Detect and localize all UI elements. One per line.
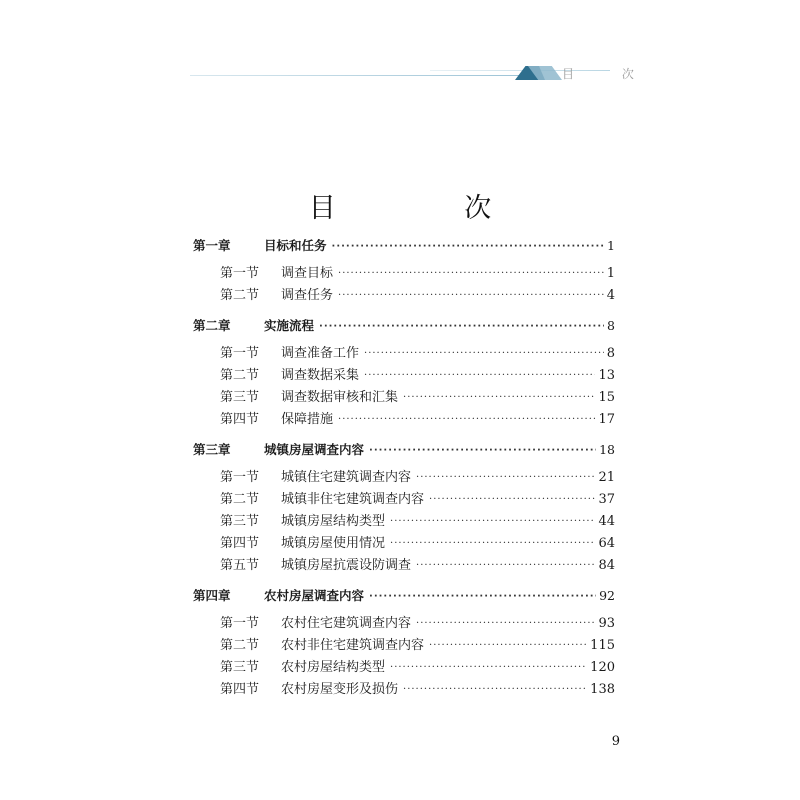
dot-leader (416, 467, 595, 489)
section-label: 第四节 (220, 536, 260, 551)
section-title: 城镇房屋使用情况 (281, 536, 386, 551)
dot-leader (429, 635, 587, 657)
table-of-contents (193, 235, 615, 701)
section-label: 第三节 (220, 660, 260, 675)
chapter-page-number: 92 (599, 588, 615, 603)
toc-section-entry[interactable] (193, 657, 615, 679)
section-label: 第四节 (220, 682, 260, 697)
toc-section-entry[interactable] (193, 365, 615, 387)
dot-leader (338, 409, 595, 431)
section-title: 调查数据采集 (281, 368, 360, 383)
section-page-number: 4 (606, 288, 615, 303)
section-title: 农村房屋结构类型 (281, 660, 386, 675)
chapter-label: 第二章 (193, 318, 231, 333)
toc-chapter-entry[interactable] (193, 235, 615, 257)
section-title: 保障措施 (281, 412, 334, 427)
section-page-number: 44 (598, 514, 615, 529)
section-page-number: 1 (606, 266, 615, 281)
chapter-title: 实施流程 (264, 318, 315, 333)
dot-leader (390, 511, 595, 533)
chapter-page-number: 18 (599, 442, 615, 457)
toc-section-entry[interactable] (193, 285, 615, 307)
section-page-number: 64 (598, 536, 615, 551)
running-header (190, 62, 656, 86)
dot-leader (319, 316, 604, 338)
dot-leader (364, 343, 604, 365)
section-label: 第一节 (220, 346, 260, 361)
section-title: 城镇房屋抗震设防调查 (281, 558, 412, 573)
toc-chapter-entry[interactable] (193, 439, 615, 461)
toc-section-entry[interactable] (193, 467, 615, 489)
section-label: 第一节 (220, 266, 260, 281)
dot-leader (390, 533, 595, 555)
toc-section-entry[interactable] (193, 613, 615, 635)
chapter-label: 第一章 (193, 238, 231, 253)
section-page-number: 13 (598, 368, 615, 383)
dot-leader (338, 285, 604, 307)
toc-section-entry[interactable] (193, 533, 615, 555)
toc-section-entry[interactable] (193, 263, 615, 285)
page-title: 目 次 (308, 193, 552, 225)
dot-leader (416, 555, 595, 577)
section-title: 城镇住宅建筑调查内容 (281, 470, 412, 485)
section-label: 第三节 (220, 390, 260, 405)
dot-leader (338, 263, 604, 285)
section-page-number: 115 (590, 638, 615, 653)
section-label: 第一节 (220, 470, 260, 485)
section-page-number: 93 (598, 616, 615, 631)
section-title: 调查准备工作 (281, 346, 360, 361)
chapter-page-number: 8 (607, 318, 615, 333)
section-label: 第二节 (220, 492, 260, 507)
chapter-label: 第三章 (193, 442, 231, 457)
section-label: 第二节 (220, 638, 260, 653)
section-title: 农村房屋变形及损伤 (281, 682, 399, 697)
section-title: 农村住宅建筑调查内容 (281, 616, 412, 631)
section-label: 第四节 (220, 412, 260, 427)
dot-leader (369, 440, 596, 462)
section-title: 农村非住宅建筑调查内容 (281, 638, 425, 653)
section-title: 调查任务 (281, 288, 334, 303)
dot-leader (332, 236, 604, 258)
section-title: 调查目标 (281, 266, 334, 281)
section-label: 第一节 (220, 616, 260, 631)
section-label: 第二节 (220, 368, 260, 383)
chapter-label: 第四章 (193, 588, 231, 603)
dot-leader (403, 387, 595, 409)
dot-leader (429, 489, 595, 511)
toc-chapter-entry[interactable] (193, 585, 615, 607)
dot-leader (403, 679, 587, 701)
running-title: 目 次 (562, 67, 656, 81)
toc-chapter-entry[interactable] (193, 315, 615, 337)
section-page-number: 17 (598, 412, 615, 427)
toc-section-entry[interactable] (193, 409, 615, 431)
section-page-number: 37 (598, 492, 615, 507)
toc-section-entry[interactable] (193, 511, 615, 533)
chapter-title: 目标和任务 (264, 238, 327, 253)
section-page-number: 15 (598, 390, 615, 405)
section-title: 城镇房屋结构类型 (281, 514, 386, 529)
dot-leader (416, 613, 595, 635)
toc-section-entry[interactable] (193, 679, 615, 701)
chapter-title: 农村房屋调查内容 (264, 588, 365, 603)
chapter-page-number: 1 (607, 238, 615, 253)
dot-leader (364, 365, 595, 387)
section-label: 第三节 (220, 514, 260, 529)
toc-section-entry[interactable] (193, 555, 615, 577)
header-rule (190, 75, 530, 76)
dot-leader (369, 586, 596, 608)
section-label: 第五节 (220, 558, 260, 573)
chapter-title: 城镇房屋调查内容 (264, 442, 365, 457)
section-page-number: 8 (606, 346, 615, 361)
toc-section-entry[interactable] (193, 635, 615, 657)
section-page-number: 21 (598, 470, 615, 485)
section-title: 调查数据审核和汇集 (281, 390, 399, 405)
section-page-number: 120 (590, 660, 615, 675)
toc-section-entry[interactable] (193, 343, 615, 365)
toc-section-entry[interactable] (193, 387, 615, 409)
page-number: 9 (611, 734, 620, 749)
section-page-number: 138 (590, 682, 615, 697)
section-title: 城镇非住宅建筑调查内容 (281, 492, 425, 507)
toc-section-entry[interactable] (193, 489, 615, 511)
dot-leader (390, 657, 587, 679)
section-label: 第二节 (220, 288, 260, 303)
section-page-number: 84 (598, 558, 615, 573)
